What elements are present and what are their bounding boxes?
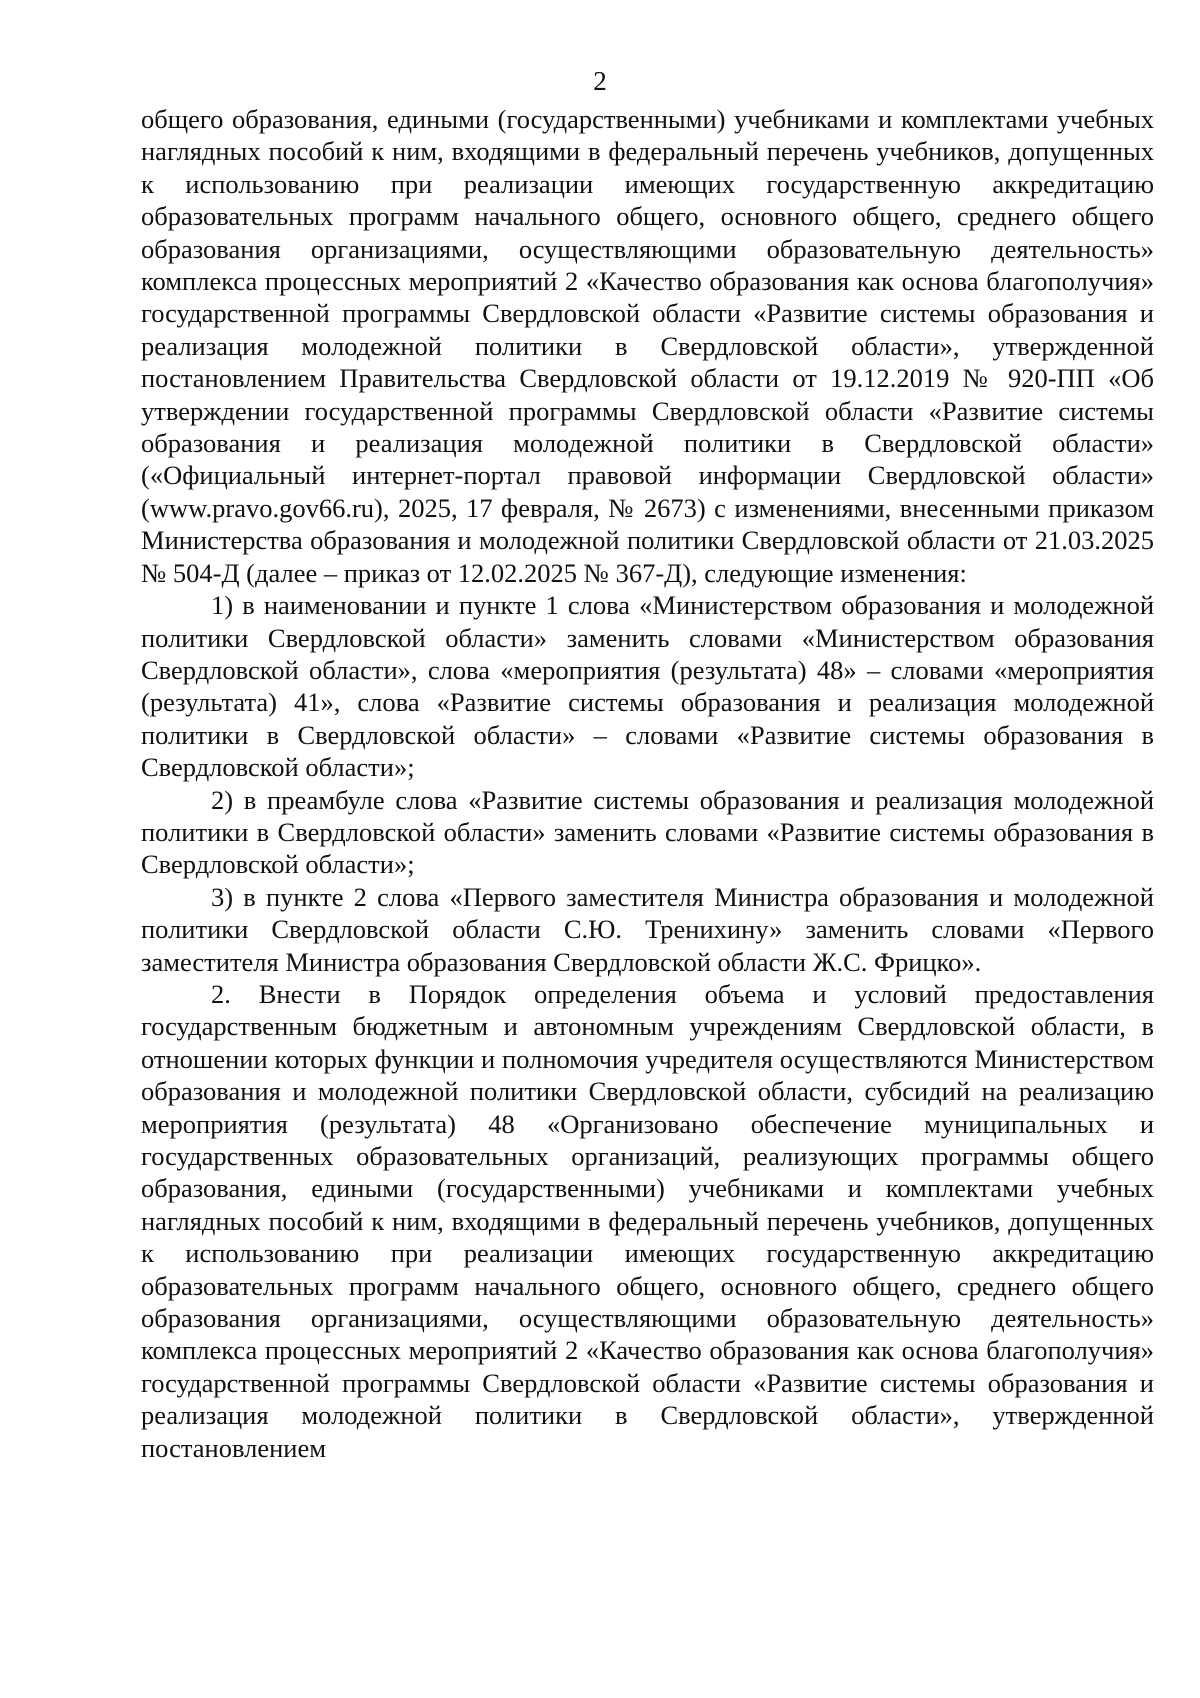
page-number: 2	[593, 66, 607, 96]
paragraph-item-3: 3) в пункте 2 слова «Первого заместителя Министра образования и молодежной политики Свердловской области С.Ю. Тренихину» заменить словами «Первого заместителя Министра образования Свердловской области Ж.С. Фрицко».	[141, 881, 1154, 977]
paragraph-continuation: общего образования, едиными (государственными) учебниками и комплектами учебных наглядных пособий к ним, входящими в федеральный перечень учебников, допущенных к использованию при реализации имеющих государственную аккредитацию образовательных программ начального общего, основного общего, среднего общего образования организациями, осуществляющими образовательную деятельность» комплекса процессных мероприятий 2 «Качество образования как основа благополучия» государственной программы Свердловской области «Развитие системы образования и реализация молодежной политики в Свердловской области», утвержденной постановлением Правительства Свердловской области от 19.12.2019 № 920-ПП «Об утверждении государственной программы Свердловской области «Развитие системы образования и реализация молодежной политики в Свердловской области» («Официальный интернет-портал правовой информации Свердловской области» (www.pravo.gov66.ru), 2025, 17 февраля, № 2673) с изменениями, внесенными приказом Министерства образования и молодежной политики Свердловской области от 21.03.2025 № 504-Д (далее – приказ от 12.02.2025 № 367-Д), следующие изменения:	[141, 104, 1154, 588]
document-body	[141, 103, 1154, 1464]
paragraph-point-2: 2. Внести в Порядок определения объема и условий предоставления государственным бюджетным и автономным учреждениям Свердловской области, в отношении которых функции и полномочия учредителя осуществляются Министерством образования и молодежной политики Свердловской области, субсидий на реализацию мероприятия (результата) 48 «Организовано обеспечение муниципальных и государственных образовательных организаций, реализующих программы общего образования, едиными (государственными) учебниками и комплектами учебных наглядных пособий к ним, входящими в федеральный перечень учебников, допущенных к использованию при реализации имеющих государственную аккредитацию образовательных программ начального общего, основного общего, среднего общего образования организациями, осуществляющими образовательную деятельность» комплекса процессных мероприятий 2 «Качество образования как основа благополучия» государственной программы Свердловской области «Развитие системы образования и реализация молодежной политики в Свердловской области», утвержденной постановлением	[141, 978, 1154, 1463]
paragraph-item-1: 1) в наименовании и пункте 1 слова «Министерством образования и молодежной политики Свердловской области» заменить словами «Министерством образования Свердловской области», слова «мероприятия (результата) 48» – словами «мероприятия (результата) 41», слова «Развитие системы образования и реализация молодежной политики в Свердловской области» – словами «Развитие системы образования в Свердловской области»;	[141, 590, 1154, 783]
paragraph-item-2: 2) в преамбуле слова «Развитие системы образования и реализация молодежной политики в Свердловской области» заменить словами «Развитие системы образования в Свердловской области»;	[141, 784, 1154, 880]
